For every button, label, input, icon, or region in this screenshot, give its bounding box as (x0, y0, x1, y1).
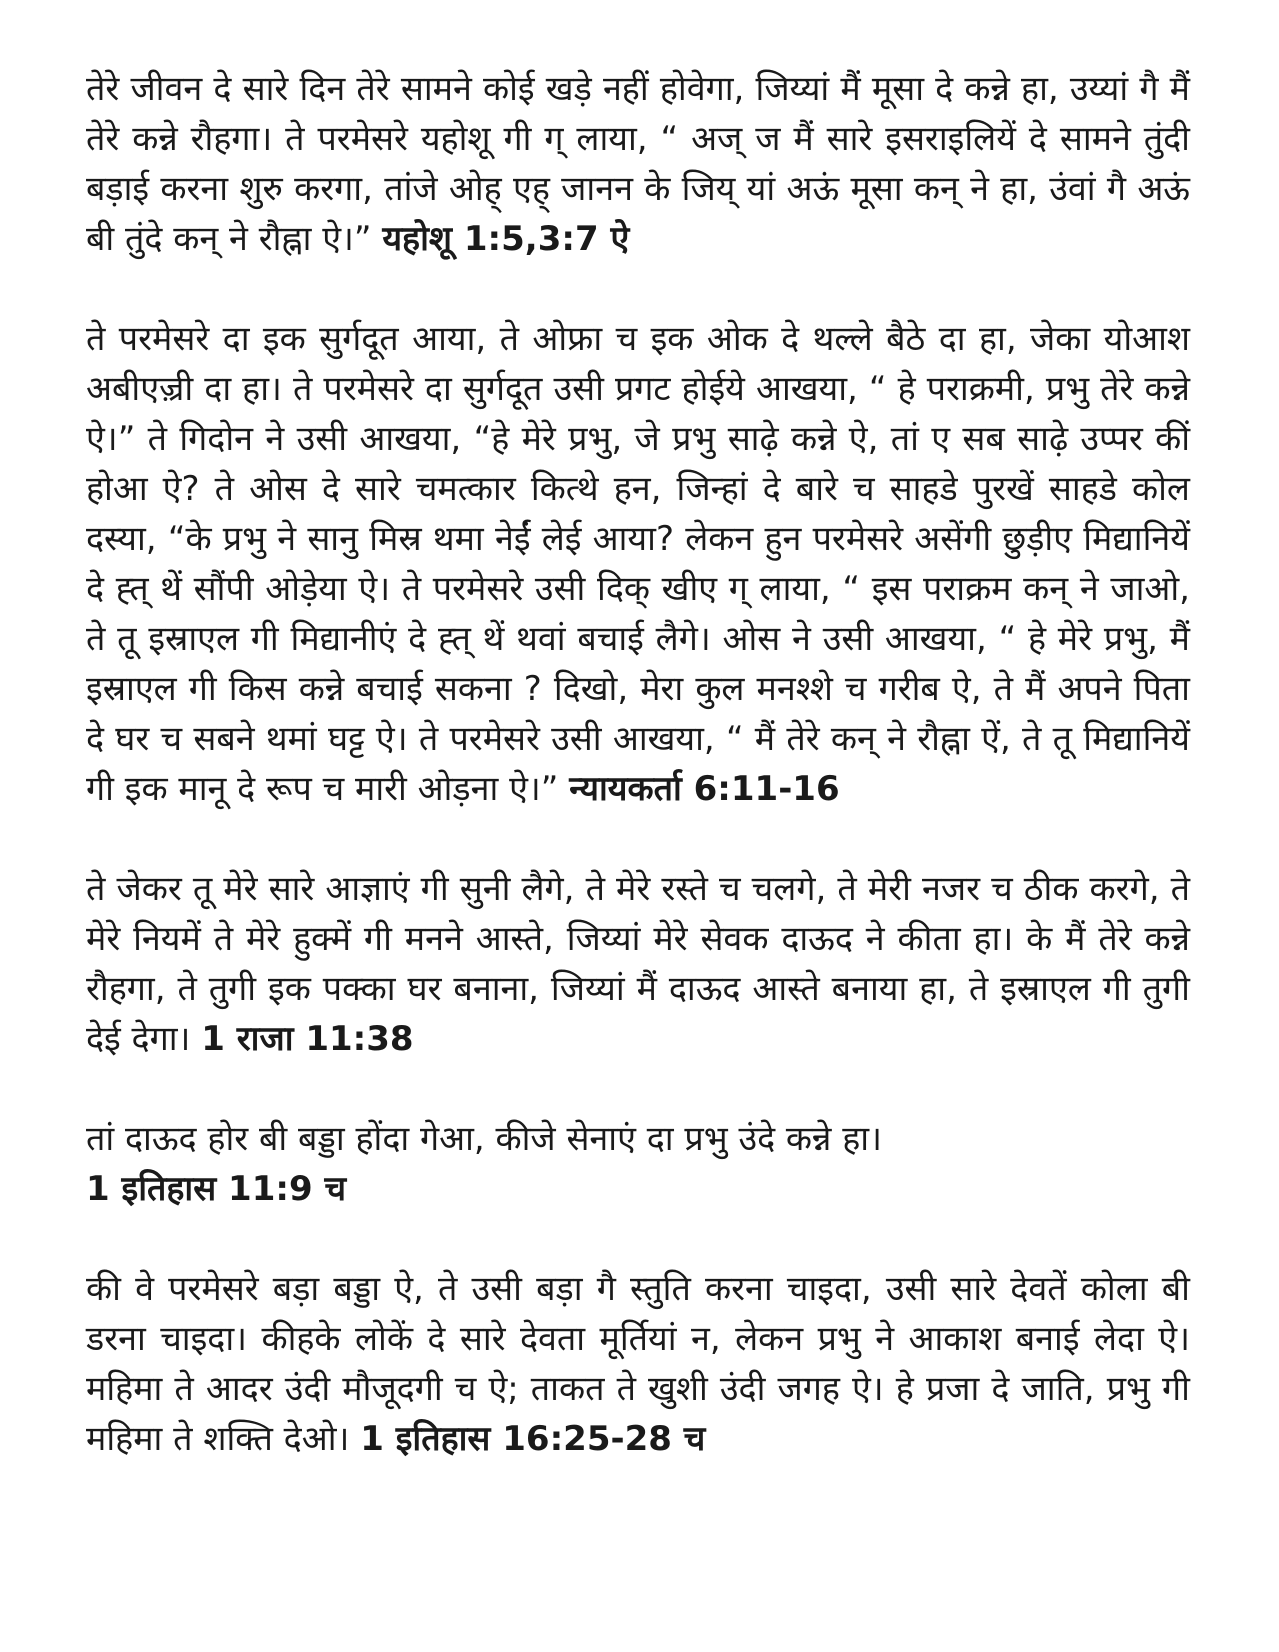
passage-judges (86, 314, 1190, 814)
passage-text: तां दाऊद होर बी बड्डा होंदा गेआ, कीजे सेनाएं दा प्रभु उंदे कन्ने हा। (86, 1119, 882, 1159)
passage-1-chronicles-16 (86, 1264, 1190, 1464)
scripture-reference: 1 राजा 11:38 (201, 1019, 414, 1059)
document-page (86, 64, 1190, 1514)
passage-joshua (86, 64, 1190, 264)
passage-text: ते जेकर तू मेरे सारे आज्ञाएं गी सुनी लैगे, ते मेरे रस्ते च चलगे, ते मेरी नजर च ठीक करगे, ते मेरे नियमें ते मेरे हुक्में गी मनने आस्ते, जिय्यां मेरे सेवक दाऊद ने कीता हा। के मैं तेरे कन्ने रौहगा, ते तुगी इक पक्का घर बनाना, जिय्यां मैं दाऊद आस्ते बनाया हा, ते इस्राएल गी तुगी देई देगा। (86, 869, 1190, 1059)
passage-1-kings (86, 864, 1190, 1064)
scripture-reference: 1 इतिहास 16:25-28 च (360, 1419, 706, 1459)
passage-text: की वे परमेसरे बड़ा बड्डा ऐ, ते उसी बड़ा गै स्तुति करना चाइदा, उसी सारे देवतें कोला बी डरना चाइदा। कीहके लोकें दे सारे देवता मूर्तियां न, लेकन प्रभु ने आकाश बनाई लेदा ऐ। महिमा ते आदर उंदी मौजूदगी च ऐ; ताकत ते खुशी उंदी जगह ऐ। हे प्रजा दे जाति, प्रभु गी महिमा ते शक्ति देओ। (86, 1269, 1190, 1459)
passage-1-chronicles-11 (86, 1114, 1190, 1214)
passage-text: ते परमेसरे दा इक सुर्गदूत आया, ते ओफ्रा च इक ओक दे थल्ले बैठे दा हा, जेका योआश अबीएज़्री दा हा। ते परमेसरे दा सुर्गदूत उसी प्रगट होईये आखया, “ हे पराक्रमी, प्रभु तेरे कन्ने ऐ।” ते गिदोन ने उसी आखया, “हे मेरे प्रभु, जे प्रभु साढ़े कन्ने ऐ, तां ए सब साढ़े उप्पर कीं होआ ऐ? ते ओस दे सारे चमत्कार कित्थे हन, जिन्हां दे बारे च साहडे पुरखें साहडे कोल दस्या, “के प्रभु ने सानु मिस्र थमा नेईं लेई आया? लेकन हुन परमेसरे असेंगी छुड़ीए मिद्यानियें दे ह्त् थें सौंपी ओड़ेया ऐ। ते परमेसरे उसी दिक् खीए ग् लाया, “ इस पराक्रम कन् ने जाओ, ते तू इस्राएल गी मिद्यानीएं दे ह्त् थें थवां बचाई लैगे। ओस ने उसी आखया, “ हे मेरे प्रभु, मैं इस्राएल गी किस कन्ने बचाई सकना ? दिखो, मेरा कुल मनश्शे च गरीब ऐ, ते मैं अपने पिता दे घर च सबने थमां घट्ट ऐ। ते परमेसरे उसी आखया, “ मैं तेरे कन् ने रौह्ना ऐं, ते तू मिद्यानियें गी इक मानू दे रूप च मारी ओड़ना ऐ।” (86, 319, 1190, 809)
passage-text: तेरे जीवन दे सारे दिन तेरे सामने कोई खड़े नहीं होवेगा, जिय्यां मैं मूसा दे कन्ने हा, उय्यां गै मैं तेरे कन्ने रौहगा। ते परमेसरे यहोशू गी ग् लाया, “ अज् ज मैं सारे इसराइलियें दे सामने तुंदी बड़ाई करना शुरु करगा, तांजे ओह् एह् जानन के जिय् यां अऊं मूसा कन् ने हा, उंवां गै अऊं बी तुंदे कन् ने रौह्ना ऐ।” (86, 69, 1190, 259)
scripture-reference: 1 इतिहास 11:9 च (86, 1169, 347, 1209)
scripture-reference: यहोशू 1:5,3:7 ऐ (382, 219, 630, 259)
scripture-reference: न्यायकर्ता 6:11-16 (569, 769, 840, 809)
